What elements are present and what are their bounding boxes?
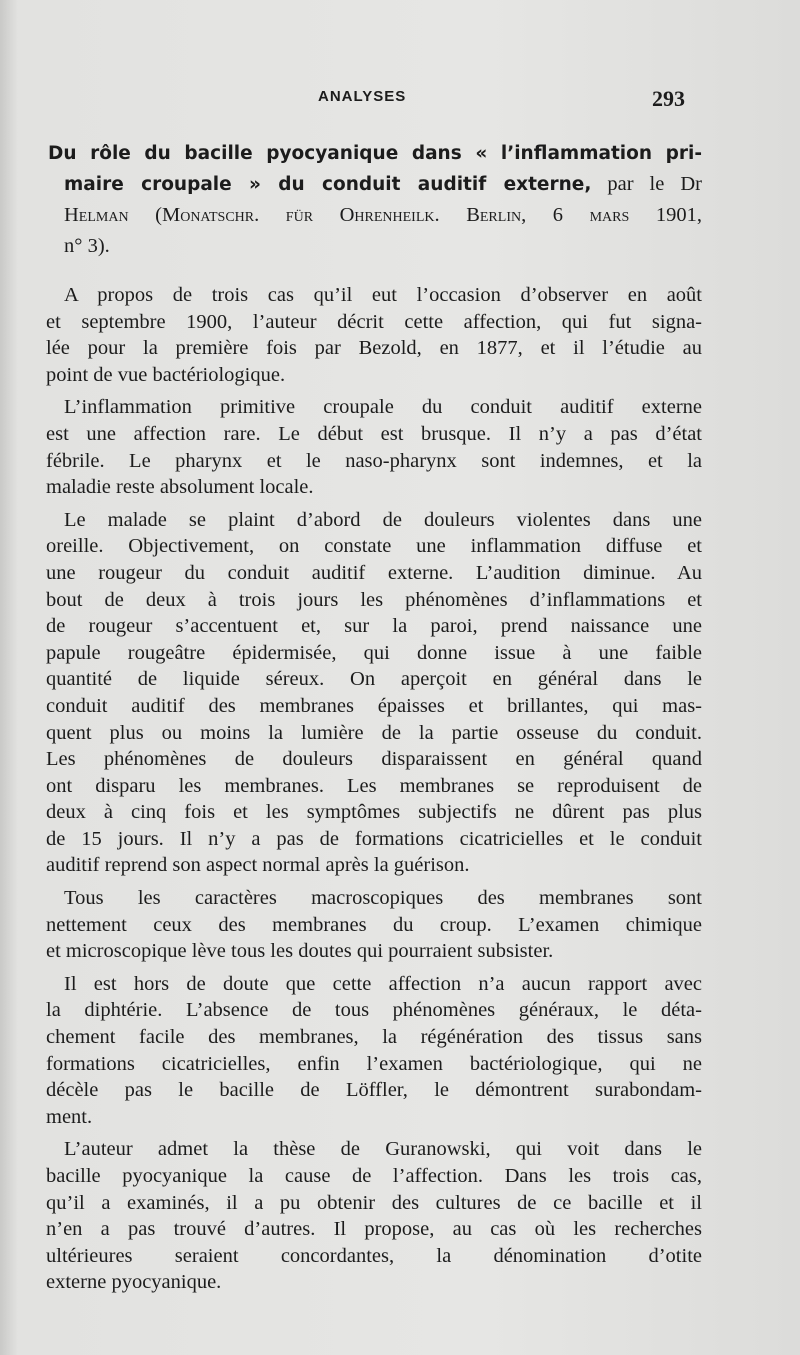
paragraph [46,394,702,500]
text-line: Tous les caractères macroscopiques des membranes sont [64,887,702,910]
text-line: Les phénomènes de douleurs disparaissent en général quand [46,748,702,771]
article-heading [46,138,702,262]
text-line: bacille pyocyanique la cause de l’affection. Dans les trois cas, [46,1165,702,1187]
heading-line-bold: maire croupale » du conduit auditif externe, [64,174,592,195]
heading-line: Helman (Monatschr. für Ohrenheilk. Berlin, 6 mars 1901, [64,204,702,226]
text-line: papule rougeâtre épidermisée, qui donne issue à une faible [46,641,702,664]
heading-line: Du rôle du bacille pyocyanique dans « l’inflammation pri- [48,143,702,164]
text-line: fébrile. Le pharynx et le naso-pharynx sont indemnes, et la [46,449,702,472]
text-line: bout de deux à trois jours les phénomènes d’inflammations et [46,588,702,611]
text-line: n’en a pas trouvé d’autres. Il propose, au cas où les recherches [46,1218,702,1241]
text-line: oreille. Objectivement, on constate une inflammation diffuse et [46,535,702,558]
text-line: A propos de trois cas qu’il eut l’occasion d’observer en août [64,284,702,306]
text-line: lée pour la première fois par Bezold, en 1877, et il l’étudie au [46,337,702,360]
text-line: de 15 jours. Il n’y a pas de formations cicatricielles et le conduit [46,827,702,850]
text-line: une rougeur du conduit auditif externe. L’audition diminue. Au [46,561,702,584]
text-line: ultérieures seraient concordantes, la dénomination d’otite [46,1244,702,1267]
text-line: L’inflammation primitive croupale du conduit auditif externe [64,396,702,419]
text-line: est une affection rare. Le début est brusque. Il n’y a pas d’état [46,422,702,445]
text-line: décèle pas le bacille de Löffler, le démontrent surabondam- [46,1079,702,1102]
text-line: quent plus ou moins la lumière de la partie osseuse du conduit. [46,721,702,744]
paragraph [46,971,702,1131]
heading-line [48,169,702,200]
paragraph [46,1136,702,1296]
text-line: nettement ceux des membranes du croup. L’examen chimique [46,913,702,936]
text-line: quantité de liquide séreux. On aperçoit en général dans le [46,668,702,691]
paragraph [46,507,702,879]
text-line: L’auteur admet la thèse de Guranowski, qui voit dans le [64,1138,702,1161]
text-line: la diphtérie. L’absence de tous phénomènes généraux, le déta- [46,999,702,1022]
text-line: et septembre 1900, l’auteur décrit cette affection, qui fut signa- [46,310,702,333]
text-line: externe pyocyanique. [46,1271,222,1294]
page-number: 293 [652,86,685,111]
paragraph [46,282,702,388]
paragraph [46,885,702,965]
text-line: formations cicatricielles, enfin l’examen bactériologique, qui ne [46,1052,702,1075]
text-line: ment. [46,1105,93,1128]
text-line: qu’il a examinés, il a pu obtenir des cultures de ce bacille et il [46,1191,702,1214]
running-head [0,86,800,116]
text-line: chement facile des membranes, la régénération des tissus sans [46,1026,702,1049]
running-head-title: ANALYSES [318,88,407,105]
text-line: deux à cinq fois et les symptômes subjectifs ne dûrent pas plus [46,801,702,824]
heading-line: n° 3). [64,235,110,257]
text-line: Il est hors de doute que cette affection n’a aucun rapport avec [64,972,702,995]
article-body [46,138,702,1302]
text-line: conduit auditif des membranes épaisses et brillantes, qui mas- [46,694,702,717]
text-line: Le malade se plaint d’abord de douleurs violentes dans une [64,508,702,531]
text-line: maladie reste absolument locale. [46,476,314,499]
text-line: auditif reprend son aspect normal après la guérison. [46,854,470,877]
text-line: de rougeur s’accentuent et, sur la paroi, prend naissance une [46,615,702,638]
heading-author-suffix: par le Dr [591,173,702,195]
text-line: et microscopique lève tous les doutes qui pourraient subsister. [46,940,554,963]
text-line: point de vue bactériologique. [46,363,286,386]
text-line: ont disparu les membranes. Les membranes se reproduisent de [46,774,702,797]
